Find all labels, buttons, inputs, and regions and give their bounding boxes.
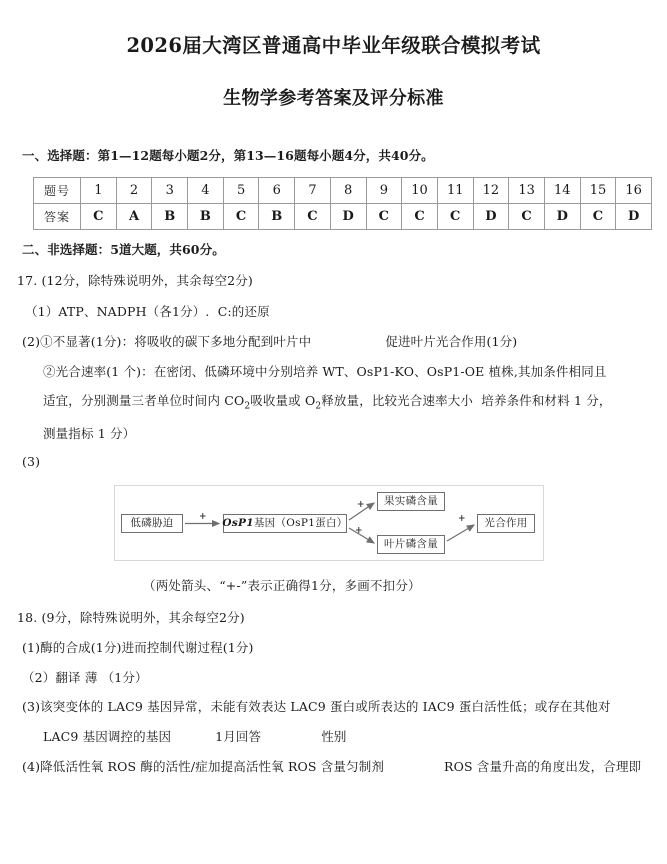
question-18-part-4 — [0, 746, 667, 776]
question-18-part-2: （2）翻译 薄 （1分） — [22, 669, 148, 685]
table-cell-answer: A — [116, 203, 152, 229]
diagram-sign-plus-4: + — [458, 513, 466, 524]
table-cell-answer: C — [580, 203, 616, 229]
subscript-co2: 2 — [244, 401, 251, 412]
table-cell-qnum: 9 — [366, 177, 402, 203]
gene-name-rest: 基因（OsP1蛋白） — [253, 517, 348, 530]
table-header-answer-label: 答案 — [34, 203, 81, 229]
q17-p3-pre: 适宜，分别测量三者单位时间内 CO — [43, 393, 245, 409]
table-cell-qnum: 6 — [259, 177, 295, 203]
diagram-box-osp1-gene — [223, 514, 347, 533]
table-cell-qnum: 15 — [580, 177, 616, 203]
diagram-sign-plus-1: + — [199, 511, 207, 522]
question-17-header: 17. (12分，除特殊说明外，其余每空2分) — [17, 272, 253, 288]
q17-p3-post: 释放量，比较光合速率大小 培养条件和材料 1 分， — [321, 393, 612, 409]
q17-p3-mid: 吸收量或 O — [250, 393, 316, 409]
q17-p2-b: 促进叶片光合作用(1分) — [385, 333, 518, 349]
question-17-part-2-line-3 — [0, 380, 667, 413]
table-cell-qnum: 11 — [437, 177, 473, 203]
flow-diagram — [114, 485, 544, 561]
q18-p3-a: LAC9 基因调控的基因 — [43, 729, 172, 745]
table-cell-qnum: 2 — [116, 177, 152, 203]
question-18-part-3-line-1: (3)该突变体的 LAC9 基因异常，未能有效表达 LAC9 蛋白或所表达的 IAC9 蛋白活性低；或存在其他对 — [22, 699, 611, 715]
page-subtitle: 生物学参考答案及评分标准 — [223, 88, 444, 110]
section-heading-nonchoice: 二、非选择题：5道大题，共60分。 — [22, 241, 225, 257]
diagram-sign-plus-3: + — [355, 525, 363, 536]
table-cell-qnum: 1 — [81, 177, 117, 203]
table-header-question-label: 题号 — [34, 177, 81, 203]
diagram-caption: （两处箭头、“+-”表示正确得1分，多画不扣分） — [143, 577, 421, 593]
diagram-box-photosynthesis: 光合作用 — [477, 514, 535, 533]
table-cell-answer: C — [509, 203, 545, 229]
table-cell-qnum: 10 — [402, 177, 438, 203]
question-17-part-2-line-2: ②光合速率(1 个)：在密闭、低磷环境中分别培养 WT、OsP1-KO、OsP1-OE 植株,其加条件相同且 — [43, 363, 607, 379]
diagram-box-fruit-phosphorus-content: 果实磷含量 — [377, 492, 445, 511]
answer-table-wrapper — [0, 164, 667, 230]
diagram-sign-plus-2: + — [357, 499, 365, 510]
table-cell-answer: C — [437, 203, 473, 229]
table-cell-qnum: 5 — [223, 177, 259, 203]
question-17-part-2-line-4: 测量指标 1 分） — [43, 426, 136, 442]
table-cell-answer: C — [402, 203, 438, 229]
table-cell-answer: D — [544, 203, 580, 229]
table-cell-answer: B — [259, 203, 295, 229]
gene-name-italic: OsP1 — [222, 517, 254, 530]
diagram-box-leaf-phosphorus-content: 叶片磷含量 — [377, 535, 445, 554]
question-17-part-3-label: (3) — [22, 454, 41, 469]
table-cell-answer: D — [330, 203, 366, 229]
question-18-header: 18. (9分，除特殊说明外，其余每空2分) — [17, 609, 245, 625]
diagram-box-low-phosphorus-stress: 低磷胁迫 — [121, 514, 183, 533]
subscript-o2: 2 — [315, 401, 322, 412]
table-row-answers — [34, 203, 652, 229]
table-cell-answer: B — [152, 203, 188, 229]
q17-p2-a: (2)①不显著(1分)：将吸收的碳下多地分配到叶片中 — [22, 333, 312, 349]
q18-p3-c: 性别 — [321, 729, 347, 745]
table-cell-answer: C — [366, 203, 402, 229]
q18-p3-b: 1月回答 — [215, 729, 262, 745]
section-heading-choice: 一、选择题：第1—12题每小题2分，第13—16题每小题4分，共40分。 — [22, 147, 434, 163]
table-cell-qnum: 3 — [152, 177, 188, 203]
table-cell-qnum: 8 — [330, 177, 366, 203]
q18-p4-b: ROS 含量升高的角度出发，合理即 — [444, 759, 642, 775]
question-18-part-1: (1)酶的合成(1分)进而控制代谢过程(1分) — [22, 639, 254, 655]
table-cell-qnum: 14 — [544, 177, 580, 203]
table-cell-answer: B — [188, 203, 224, 229]
table-cell-answer: C — [81, 203, 117, 229]
table-cell-qnum: 16 — [616, 177, 652, 203]
question-18-part-3-line-2 — [0, 716, 667, 746]
table-cell-qnum: 13 — [509, 177, 545, 203]
q18-p4-a: (4)降低活性氧 ROS 酶的活性/症加提高活性氧 ROS 含量匀制剂 — [22, 759, 385, 775]
table-cell-answer: C — [223, 203, 259, 229]
page-title: 2026届大湾区普通高中毕业年级联合模拟考试 — [126, 34, 541, 57]
answer-table — [33, 177, 652, 230]
question-17-part-2-line-1 — [0, 321, 667, 351]
table-cell-answer: D — [616, 203, 652, 229]
table-cell-qnum: 7 — [295, 177, 331, 203]
table-cell-qnum: 12 — [473, 177, 509, 203]
table-row-question-numbers — [34, 177, 652, 203]
table-cell-answer: C — [295, 203, 331, 229]
table-cell-answer: D — [473, 203, 509, 229]
table-cell-qnum: 4 — [188, 177, 224, 203]
question-17-part-1: （1）ATP、NADPH（各1分）. C:的还原 — [25, 303, 270, 319]
